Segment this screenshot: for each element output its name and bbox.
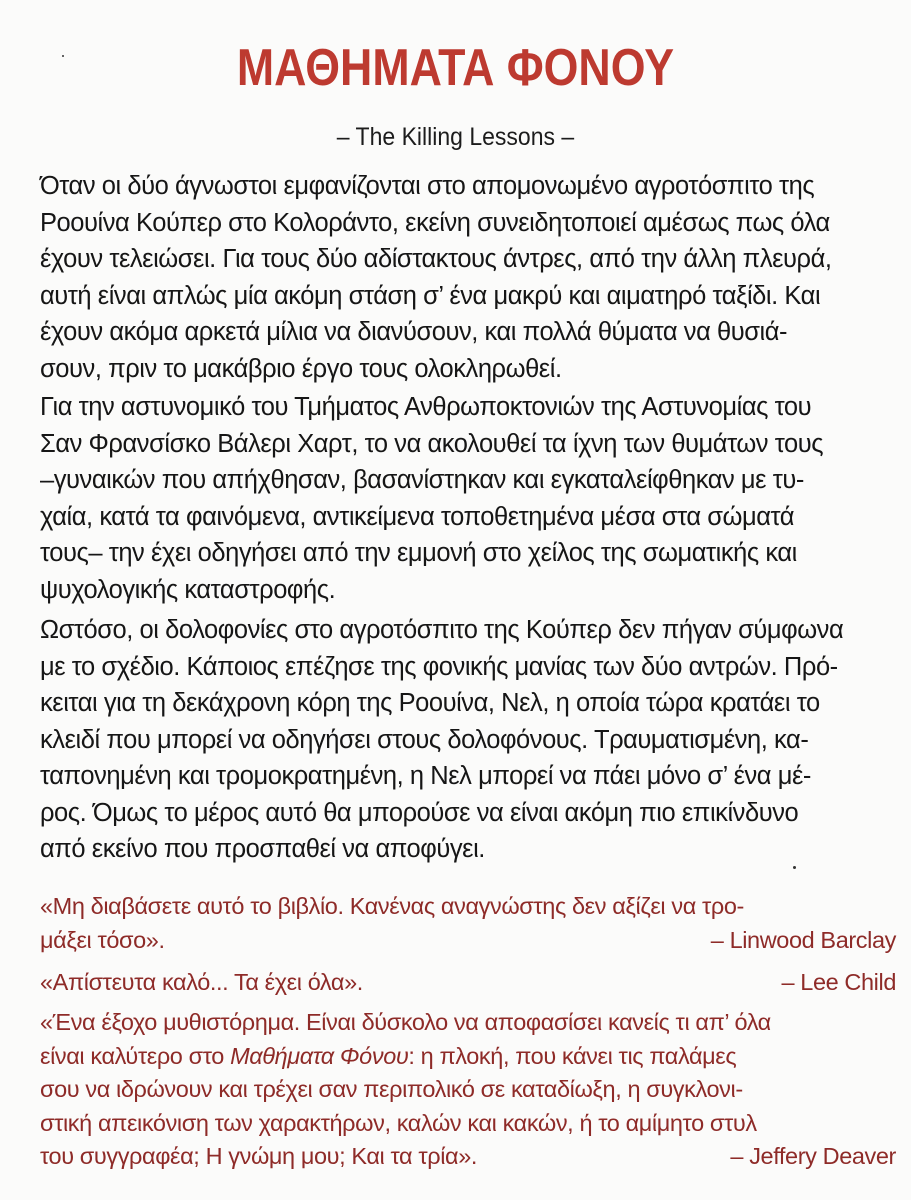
text-line: Όταν οι δύο άγνωστοι εμφανίζονται στο απομονωμένο αγροτόσπιτο της — [40, 172, 815, 200]
blurb-author: – Linwood Barclay — [710, 926, 896, 953]
blurb-line-with-author — [40, 924, 896, 958]
blurb-line: «Απίστευτα καλό... Τα έχει όλα». — [40, 969, 363, 995]
text-line: έχουν ακόμα αρκετά μίλια να διανύσουν, και πολλά θύματα να θυσιά- — [40, 318, 788, 346]
text-line: Ωστόσο, οι δολοφονίες στο αγροτόσπιτο της Κούπερ δεν πήγαν σύμφωνα — [40, 616, 844, 644]
scan-speck-decoration — [62, 55, 64, 57]
text-line: χαία, κατά τα φαινόμενα, αντικείμενα τοποθετημένα μέσα στα σώματά — [40, 502, 795, 531]
text-line: τους– την έχει οδηγήσει από την εμμονή στο χείλος της σωματικής και — [40, 539, 797, 567]
book-subtitle: – The Killing Lessons – — [336, 123, 575, 151]
text-line: ψυχολογικής καταστροφής. — [40, 575, 336, 604]
blurb-line: σου να ιδρώνουν και τρέχει σαν περιπολικό σε καταδίωξη, η συγκλονι- — [40, 1076, 743, 1102]
text-line: από εκείνο που προσπαθεί να αποφύγει. — [40, 835, 485, 863]
blurb-line — [40, 1040, 896, 1074]
text-line: Ροουίνα Κούπερ στο Κολοράντο, εκείνη συνειδητοποιεί αμέσως πως όλα — [40, 208, 830, 237]
blurb-author: – Jeffery Deaver — [730, 1143, 896, 1169]
blurb-line: μάξει τόσο». — [40, 926, 165, 953]
text-line: Σαν Φρανσίσκο Βάλερι Χαρτ, το να ακολουθεί τα ίχνη των θυμάτων τους — [40, 429, 824, 458]
synopsis-paragraph-3 — [40, 612, 902, 868]
text-line: με το σχέδιο. Κάποιος επέζησε της φονικής μανίας των δύο αντρών. Πρό- — [40, 652, 838, 681]
text-line: ρος. Όμως το μέρος αυτό θα μπορούσε να είναι ακόμη πιο επικίνδυνο — [40, 798, 799, 827]
text-line: ταπονημένη και τρομοκρατημένη, η Νελ μπορεί να πάει μόνο σ’ ένα μέ- — [40, 762, 811, 790]
synopsis-paragraph-1 — [40, 168, 902, 387]
blurb-lee-child — [40, 966, 896, 1000]
blurb-linwood-barclay — [40, 890, 896, 957]
blurb-line: στική απεικόνιση των χαρακτήρων, καλών και κακών, ή το αμίμητο στυλ — [40, 1109, 757, 1136]
blurb-text: είναι καλύτερο στο — [40, 1042, 231, 1069]
text-line: κειται για τη δεκάχρονη κόρη της Ροουίνα, Νελ, η οποία τώρα κρατάει το — [40, 689, 820, 717]
text-line: αυτή είναι απλώς μία ακόμη στάση σ’ ένα μακρύ και αιματηρό ταξίδι. Και — [40, 281, 821, 310]
blurb-jeffery-deaver — [40, 1006, 896, 1174]
blurb-line-with-author — [40, 1140, 896, 1174]
blurb-line-with-author — [40, 966, 896, 1000]
synopsis-paragraph-2 — [40, 389, 902, 608]
book-title-italic: Μαθήματα Φόνου — [230, 1042, 409, 1069]
text-line: Για την αστυνομικό του Τμήματος Ανθρωποκτονιών της Αστυνομίας του — [40, 393, 812, 421]
blurb-text: : η πλοκή, που κάνει τις παλάμες — [408, 1042, 737, 1069]
text-line: σουν, πριν το μακάβριο έργο τους ολοκληρωθεί. — [40, 354, 562, 383]
blurb-line: του συγγραφέα; Η γνώμη μου; Και τα τρία». — [40, 1143, 478, 1169]
blurb-line: «Μη διαβάσετε αυτό το βιβλίο. Κανένας αναγνώστης δεν αξίζει να τρο- — [40, 893, 744, 919]
text-line: κλειδί που μπορεί να οδηγήσει στους δολοφόνους. Τραυματισμένη, κα- — [40, 725, 809, 754]
book-title: ΜΑΘΗΜΑΤΑ ΦΟΝΟΥ — [236, 39, 675, 97]
blurb-author: – Lee Child — [781, 969, 896, 995]
scan-speck-decoration — [793, 866, 796, 869]
blurb-line: «Ένα έξοχο μυθιστόρημα. Είναι δύσκολο να αποφασίσει κανείς τι απ’ όλα — [40, 1009, 771, 1035]
text-line: έχουν τελειώσει. Για τους δύο αδίστακτους άντρες, από την άλλη πλευρά, — [40, 245, 832, 273]
text-line: –γυναικών που απήχθησαν, βασανίστηκαν και εγκαταλείφθηκαν με τυ- — [40, 466, 804, 494]
